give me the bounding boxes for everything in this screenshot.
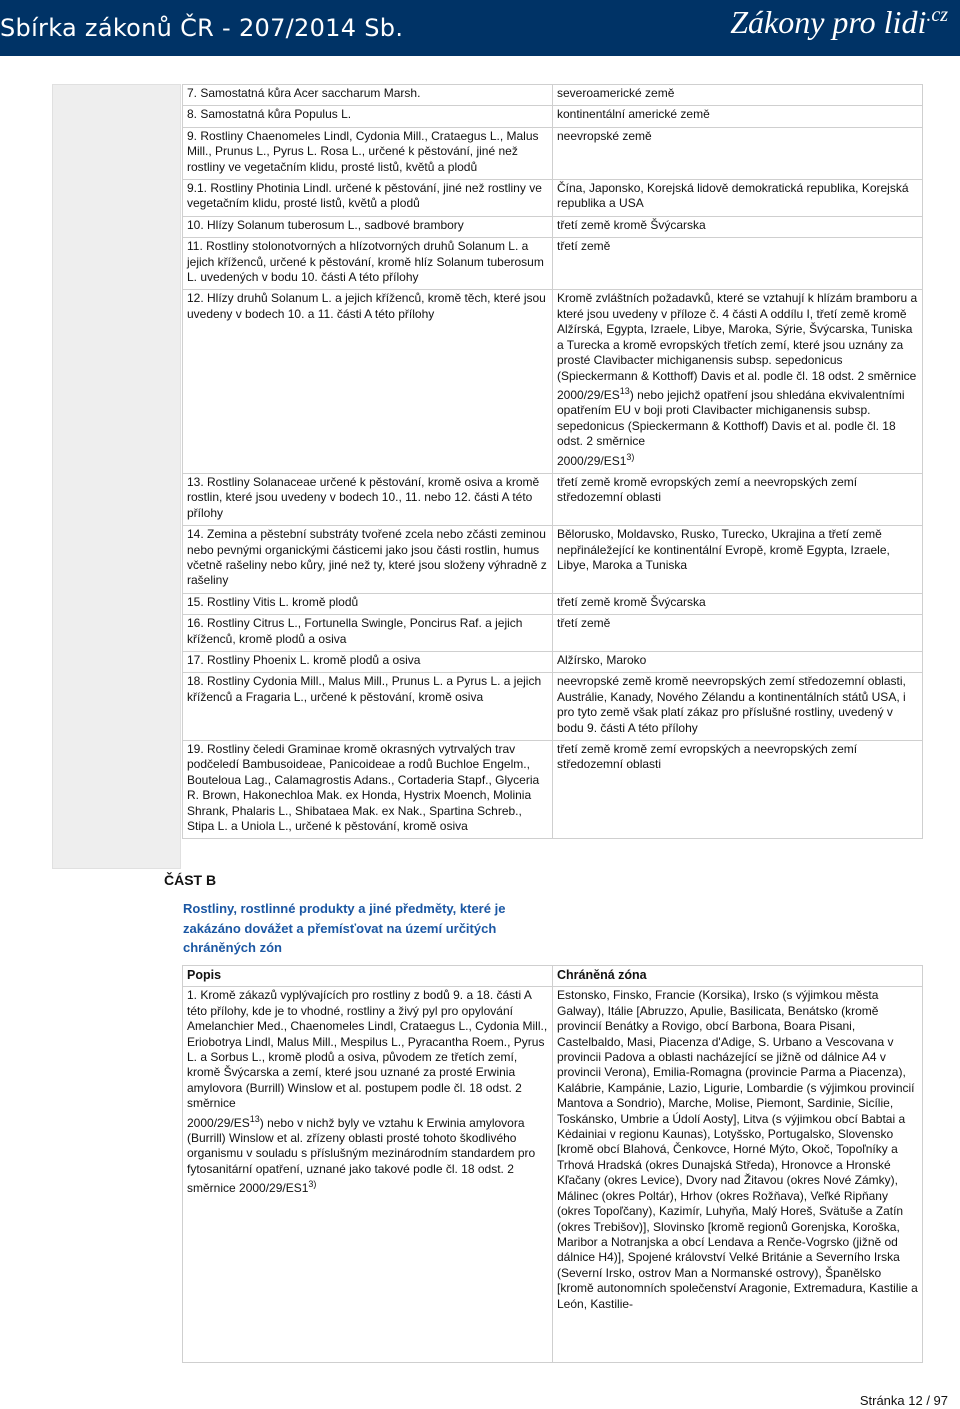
column-header-description: Popis: [183, 966, 553, 987]
row-description: 18. Rostliny Cydonia Mill., Malus Mill., Prunus L. a Pyrus L. a jejich kříženců a Fragaria L., určené k pěstování, kromě osiva: [183, 673, 553, 741]
table-row: [183, 615, 923, 652]
header-bar: [0, 0, 960, 56]
table-row: [183, 987, 923, 1363]
table-row: [183, 473, 923, 525]
footnote-ref: 13: [249, 1113, 260, 1124]
part-b-table: [182, 965, 923, 1363]
table-row: [183, 85, 923, 106]
logo-text: Zákony pro lidi: [730, 4, 927, 40]
table-row: [183, 106, 923, 127]
row-description: 9. Rostliny Chaenomeles Lindl, Cydonia Mill., Crataegus L., Malus Mill., Prunus L., Pyrus L. Rosa L., určené k pěstování, jiné než rostliny ve vegetačním klidu, prosté listů, květů a plodů: [183, 127, 553, 179]
page-number: Stránka 12 / 97: [859, 1393, 948, 1408]
row-description: 13. Rostliny Solanaceae určené k pěstování, kromě osiva a kromě rostlin, které jsou uvedeny v bodech 10., 11. nebo 12. části A této přílohy: [183, 473, 553, 525]
table-row: [183, 180, 923, 217]
row-zone: [553, 290, 923, 473]
description-text-part: ) nebo v nichž byly ve vztahu k Erwinia amylovora (Burrill) Winslow et al. zřízeny oblasti prosté tohoto škodlivého organismu v souladu s příslušným mezinárodním standardem pro fytosanitární opatření, uznané jako takové podle čl. 18 odst. 2 směrnice 2000/29/ES1: [187, 1115, 536, 1196]
row-zone: neevropské země: [553, 127, 923, 179]
part-b-heading: ČÁST B: [164, 872, 217, 888]
row-description: 12. Hlízy druhů Solanum L. a jejich kříženců, kromě těch, které jsou uvedeny v bodech 10. a 11. části A této přílohy: [183, 290, 553, 473]
table-row: [183, 673, 923, 741]
table-row: [183, 652, 923, 673]
left-margin-column: [52, 84, 181, 869]
logo-tld: .cz: [926, 4, 948, 26]
row-zone: třetí země: [553, 615, 923, 652]
row-zone: třetí země: [553, 238, 923, 290]
row-description: 14. Zemina a pěstební substráty tvořené zcela nebo zčásti zeminou nebo pevnými organickými částicemi jako jsou části rostlin, humus včetně rašeliny nebo kůry, jiné než ty, které jsou složeny výhradně z rašeliny: [183, 526, 553, 594]
row-description: 17. Rostliny Phoenix L. kromě plodů a osiva: [183, 652, 553, 673]
row-description: 8. Samostatná kůra Populus L.: [183, 106, 553, 127]
row-zone: třetí země kromě zemí evropských a neevropských zemí středozemní oblasti: [553, 741, 923, 839]
description-text-directive: 2000/29/ES: [187, 1115, 250, 1130]
row-description: 9.1. Rostliny Photinia Lindl. určené k pěstování, jiné než rostliny ve vegetačním klidu, prosté listů, květů a plodů: [183, 180, 553, 217]
row-description: 19. Rostliny čeledi Graminae kromě okrasných vytrvalých trav podčeledí Bambusoideae, Panicoideae a rodů Buchloe Engelm., Bouteloua Lag., Calamagrostis Adans., Cortaderia Stapf., Glyceria R. Brown, Hakonechloa Mak. ex Honda, Hystrix Moench, Molinia Shrank, Phalaris L., Shibataea Mak. ex Nak., Spartina Schreb., Stipa L. a Uniola L., určené k pěstování, kromě osiva: [183, 741, 553, 839]
footnote-ref: 3): [308, 1179, 317, 1190]
table-row: [183, 741, 923, 839]
zone-text-directive: 2000/29/ES: [557, 387, 620, 402]
table-header-row: [183, 966, 923, 987]
table-row: [183, 593, 923, 614]
row-zone: Čína, Japonsko, Korejská lidově demokratická republika, Korejská republika a USA: [553, 180, 923, 217]
zone-text-directive: 2000/29/ES1: [557, 453, 627, 468]
row-zone: neevropské země kromě neevropských zemí středozemní oblasti, Austrálie, Kanady, Nového Zélandu a kontinentálních států USA, i pro tyto země však platí zákaz pro příslušné rostliny, uvedený v bodu 9. části A této přílohy: [553, 673, 923, 741]
table-row: [183, 127, 923, 179]
footnote-ref: 13: [619, 385, 630, 396]
row-zone: Estonsko, Finsko, Francie (Korsika), Irsko (s výjimkou města Galway), Itálie [Abruzzo, Apulie, Basilicata, Benátsko (kromě provincií Benátky a Rovigo, obcí Barbona, Boara Pisani, Castelbaldo, Masi, Piacenza d'Adige, S. Urbano a Vescovana v provincii Padova a oblasti nacházející se jižně od dálnice A4 v provincii Verona), Emilia-Romagna (provincie Parma a Piacenza), Kalábrie, Kampánie, Lazio, Ligurie, Lombardie (s výjimkou provincií Mantova a Sondrio), Marche, Molise, Piemont, Sardinie, Sicílie, Toskánsko, Umbrie a Údolí Aosty], Litva (s výjimkou obcí Babtai a Kėdainiai v regionu Kaunas), Lotyšsko, Portugalsko, Slovensko [kromě obcí Blahová, Čenkovce, Horné Mýto, Okoč, Topoľníky a Trhová Hradská (okres Dunajská Středa), Hronovce a Hronské Kľačany (okres Levice), Dvory nad Žitavou (okres Nové Zámky), Málinec (okres Poltár), Hrhov (okres Rožňava), Veľké Ripňany (okres Topoľčany), Kazimír, Luhyňa, Malý Horeš, Svätuše a Zatín (okres Trebišov)], Slovinsko [kromě regionů Gorenjska, Koroška, Maribor a Notranjska a obcí Lendava a Renče-Vogrsko (jižně od dálnice H4)], Spojené království Velké Británie a Severního Irska (Severní Irsko, ostrov Man a Normanské ostrovy), Španělsko [kromě autonomních společenství Aragonie, Extremadura, Kastilie a León, Kastilie-: [553, 987, 923, 1363]
row-zone: severoamerické země: [553, 85, 923, 106]
row-zone: třetí země kromě Švýcarska: [553, 216, 923, 237]
row-zone: třetí země kromě Švýcarska: [553, 593, 923, 614]
row-description: 10. Hlízy Solanum tuberosum L., sadbové brambory: [183, 216, 553, 237]
row-description: [183, 987, 553, 1363]
site-logo[interactable]: [730, 4, 948, 41]
row-description: 15. Rostliny Vitis L. kromě plodů: [183, 593, 553, 614]
zone-text-part: ) nebo jejichž opatření jsou shledána ekvivalentními opatřením EU v boji proti Clavibacter michiganensis subsp. sepedonicus (Spieckermann & Kotthoff) Davis et al. podle čl. 18 odst. 2 směrnice: [557, 387, 905, 449]
row-zone: třetí země kromě evropských zemí a neevropských zemí středozemní oblasti: [553, 473, 923, 525]
table-row: [183, 216, 923, 237]
row-description: 7. Samostatná kůra Acer saccharum Marsh.: [183, 85, 553, 106]
footnote-ref: 3): [626, 451, 635, 462]
part-a-table: [182, 84, 923, 839]
part-b-subtitle: Rostliny, rostlinné produkty a jiné předměty, které je zakázáno dovážet a přemísťovat na území určitých chráněných zón: [183, 901, 506, 955]
row-zone: Bělorusko, Moldavsko, Rusko, Turecko, Ukrajina a třetí země nepřináležející ke kontinentální Evropě, kromě Egypta, Izraele, Libye, Maroka a Tuniska: [553, 526, 923, 594]
description-text-part: 1. Kromě zákazů vyplývajících pro rostliny z bodů 9. a 18. části A této přílohy, kde je to vhodné, rostliny a živý pyl pro opylování Amelanchier Med., Chaenomeles Lindl, Crataegus L., Cydonia Mill., Eriobotrya Lindl, Malus Mill., Mespilus L., Pyracantha Roem., Pyrus L. a Sorbus L., kromě plodů a osiva, původem ze třetích zemí, kromě Švýcarska a zemí, které jsou uznané za prosté Erwinia amylovora (Burrill) Winslow et al. postupem podle čl. 18 odst. 2 směrnice: [187, 988, 548, 1111]
row-description: 11. Rostliny stolonotvorných a hlízotvorných druhů Solanum L. a jejich kříženců, určené k pěstování, kromě hlíz Solanum tuberosum L. uvedených v bodu 10. části A této přílohy: [183, 238, 553, 290]
table-row: [183, 526, 923, 594]
zone-text-part: Kromě zvláštních požadavků, které se vztahují k hlízám bramboru a které jsou uvedeny v příloze č. 4 části A oddílu I, třetí země kromě Alžírská, Egypta, Izraele, Libye, Maroka, Sýrie, Švýcarska, Tuniska a Turecka a kromě evropských třetích zemí, které jsou uznány za prosté Clavibacter michiganensis subsp. sepedonicus (Spieckermann & Kotthoff) Davis et al. podle čl. 18 odst. 2 směrnice: [557, 291, 918, 383]
document-title: Sbírka zákonů ČR - 207/2014 Sb.: [0, 14, 404, 42]
column-header-zone: Chráněná zóna: [553, 966, 923, 987]
table-row: [183, 290, 923, 473]
row-zone: kontinentální americké země: [553, 106, 923, 127]
row-description: 16. Rostliny Citrus L., Fortunella Swingle, Poncirus Raf. a jejich kříženců, kromě plodů a osiva: [183, 615, 553, 652]
row-zone: Alžírsko, Maroko: [553, 652, 923, 673]
table-row: [183, 238, 923, 290]
